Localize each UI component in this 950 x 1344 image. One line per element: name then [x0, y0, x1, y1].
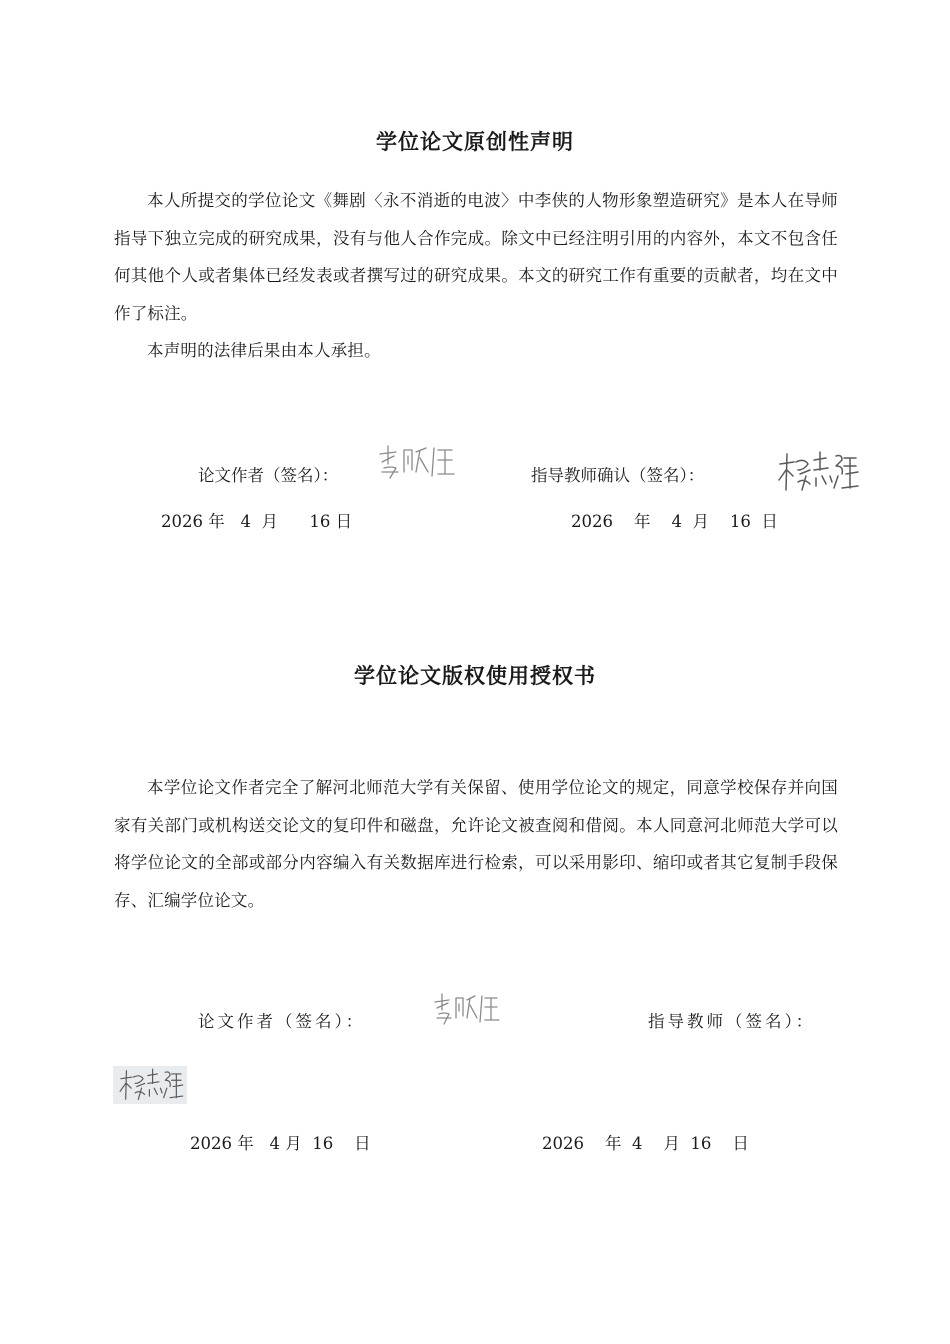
authorization-author-date: 2026 年 4 月 16 日	[190, 1134, 371, 1153]
authorization-title: 学位论文版权使用授权书	[354, 664, 596, 688]
declaration-advisor-date: 2026 年 4 月 16 日	[571, 512, 778, 531]
authorization-advisor-signature	[116, 1066, 186, 1104]
declaration-advisor-signature	[776, 448, 860, 496]
declaration-title: 学位论文原创性声明	[376, 130, 574, 154]
declaration-advisor-label: 指导教师确认（签名）：	[531, 466, 705, 485]
declaration-author-date: 2026 年 4 月 16 日	[161, 512, 353, 531]
authorization-advisor-label: 指导教师（签名）：	[648, 1012, 816, 1031]
authorization-author-label: 论文作者（签名）：	[198, 1012, 366, 1031]
declaration-paragraph: 本人所提交的学位论文《舞剧〈永不消逝的电波〉中李侠的人物形象塑造研究》是本人在导师指导下独立完成的研究成果，没有与他人合作完成。除文中已经注明引用的内容外，本文不包含任何其他个人或者集体已经发表或者撰写过的研究成果。本文的研究工作有重要的贡献者，均在文中作了标注。	[114, 191, 838, 323]
authorization-paragraph: 本学位论文作者完全了解河北师范大学有关保留、使用学位论文的规定，同意学校保存并向国家有关部门或机构送交论文的复印件和磁盘，允许论文被查阅和借阅。本人同意河北师范大学可以将学位论文的全部或部分内容编入有关数据库进行检索，可以采用影印、缩印或者其它复制手段保存、汇编学位论文。	[114, 778, 838, 910]
declaration-author-label: 论文作者（签名）：	[198, 466, 339, 485]
authorization-advisor-date: 2026 年 4 月 16 日	[542, 1134, 749, 1153]
authorization-author-signature	[432, 990, 502, 1028]
declaration-legal-paragraph: 本声明的法律后果由本人承担。	[147, 341, 381, 360]
declaration-author-signature	[376, 442, 458, 482]
